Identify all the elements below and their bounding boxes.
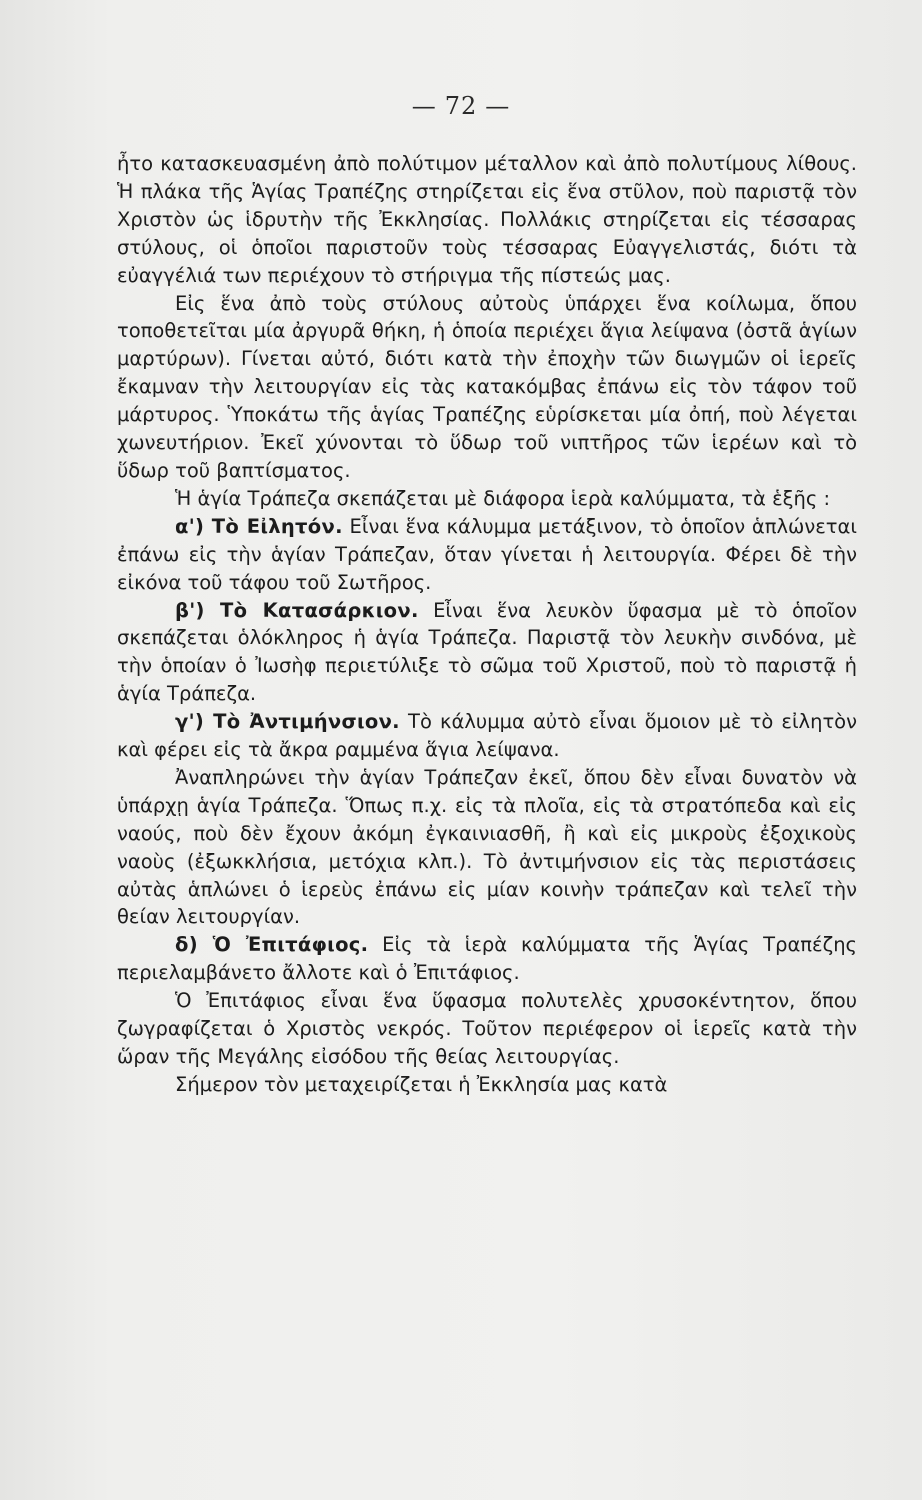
paragraph-text: Εἶναι ἕνα κάλυμμα μετάξινον, τὸ ὁποῖον ἁπλώνεται ἐπάνω εἰς τὴν ἁγίαν Τράπεζαν, ὅταν γίνεται ἡ λειτουργία. Φέρει δὲ τὴν εἰκόνα τοῦ τάφου τοῦ Σωτῆρος. — [117, 514, 857, 594]
paragraph-text: Ἀναπληρώνει τὴν ἁγίαν Τράπεζαν ἐκεῖ, ὅπου δὲν εἶναι δυνατὸν νὰ ὑπάρχῃ ἁγία Τράπεζα. Ὅπως π.χ. εἰς τὰ πλοῖα, εἰς τὰ στρατόπεδα καὶ εἰς ναούς, ποὺ δὲν ἔχουν ἀκόμη ἐγκαινιασθῆ, ἢ καὶ εἰς μικροὺς ἐξοχικοὺς ναοὺς (ἐξωκκλήσια, μετόχια κλπ.). Τὸ ἀντιμήνσιον εἰς τὰς περιστάσεις αὐτὰς ἁπλώνει ὁ ἱερεὺς ἐπάνω εἰς μίαν κοινὴν τράπεζαν καὶ τελεῖ τὴν θείαν λειτουργίαν. — [117, 765, 857, 929]
paragraph-7 — [117, 764, 857, 931]
dash-left: — — [411, 92, 437, 120]
paragraph-text: Τὸ κάλυμμα αὐτὸ εἶναι ὅμοιον μὲ τὸ εἰλητὸν καὶ φέρει εἰς τὰ ἄκρα ραμμένα ἅγια λείψανα. — [117, 710, 858, 762]
paragraph-1 — [117, 150, 857, 290]
dash-right: — — [485, 92, 511, 120]
section-heading-epitaphios: δ) Ὁ Ἐπιτάφιος. — [175, 933, 369, 957]
paragraph-text: Εἶναι ἕνα λευκὸν ὕφασμα μὲ τὸ ὁποῖον σκεπάζεται ὁλόκληρος ἡ ἁγία Τράπεζα. Παριστᾷ τὸν λευκὴν σινδόνα, μὲ τὴν ὁποίαν ὁ Ἰωσὴφ περιετύλιξε τὸ σῶμα τοῦ Χριστοῦ, ποὺ τὸ παριστᾷ ἡ ἁγία Τράπεζα. — [117, 598, 857, 706]
page-number-header — [0, 92, 922, 120]
paragraph-6-antimension — [117, 708, 857, 764]
body-text — [117, 150, 857, 1099]
paragraph-5-katasarkion — [117, 597, 857, 709]
paragraph-8-epitaphios — [117, 931, 857, 987]
paragraph-text: Σήμερον τὸν μεταχειρίζεται ἡ Ἐκκλησία μας κατὰ — [175, 1072, 668, 1096]
page-number: 72 — [444, 92, 478, 120]
paragraph-text: ἦτο κατασκευασμένη ἀπὸ πολύτιμον μέταλλον καὶ ἀπὸ πολυτίμους λίθους. Ἡ πλάκα τῆς Ἁγίας Τραπέζης στηρίζεται εἰς ἕνα στῦλον, ποὺ παριστᾷ τὸν Χριστὸν ὡς ἱδρυτὴν τῆς Ἐκκλησίας. Πολλάκις στηρίζεται εἰς τέσσαρας στύλους, οἱ ὁποῖοι παριστοῦν τοὺς τέσσαρας Εὐαγγελιστάς, διότι τὰ εὐαγγέλιά των περιέχουν τὸ στήριγμα τῆς πίστεώς μας. — [117, 152, 857, 287]
section-heading-antimension: γ') Τὸ Ἀντιμήνσιον. — [175, 710, 400, 734]
section-heading-eileton: α') Τὸ Εἰλητόν. — [175, 514, 343, 538]
paragraph-text: Ἡ ἁγία Τράπεζα σκεπάζεται μὲ διάφορα ἱερὰ καλύμματα, τὰ ἑξῆς : — [175, 486, 831, 510]
paragraph-text: Εἰς τὰ ἱερὰ καλύμματα τῆς Ἁγίας Τραπέζης περιελαμβάνετο ἄλλοτε καὶ ὁ Ἐπιτάφιος. — [117, 933, 857, 985]
paragraph-4-eileton — [117, 513, 857, 597]
paragraph-9 — [117, 987, 857, 1071]
paragraph-2 — [117, 290, 857, 485]
paragraph-10 — [117, 1071, 857, 1099]
paragraph-3 — [117, 485, 857, 513]
paragraph-text: Εἰς ἕνα ἀπὸ τοὺς στύλους αὐτοὺς ὑπάρχει ἕνα κοίλωμα, ὅπου τοποθετεῖται μία ἀργυρᾶ θήκη, ἡ ὁποία περιέχει ἅγια λείψανα (ὀστᾶ ἁγίων μαρτύρων). Γίνεται αὐτό, διότι κατὰ τὴν ἐποχὴν τῶν διωγμῶν οἱ ἱερεῖς ἔκαμναν τὴν λειτουργίαν εἰς τὰς κατακόμβας ἐπάνω εἰς τὸν τάφον τοῦ μάρτυρος. Ὑποκάτω τῆς ἁγίας Τραπέζης εὑρίσκεται μία ὀπή, ποὺ λέγεται χωνευτήριον. Ἐκεῖ χύνονται τὸ ὕδωρ τοῦ νιπτῆρος τῶν ἱερέων καὶ τὸ ὕδωρ τοῦ βαπτίσματος. — [117, 291, 857, 482]
paragraph-text: Ὁ Ἐπιτάφιος εἶναι ἕνα ὕφασμα πολυτελὲς χρυσοκέντητον, ὅπου ζωγραφίζεται ὁ Χριστὸς νεκρός. Τοῦτον περιέφερον οἱ ἱερεῖς κατὰ τὴν ὥραν τῆς Μεγάλης εἰσόδου τῆς θείας λειτουργίας. — [117, 989, 857, 1068]
section-heading-katasarkion: β') Τὸ Κατασάρκιον. — [175, 598, 419, 622]
